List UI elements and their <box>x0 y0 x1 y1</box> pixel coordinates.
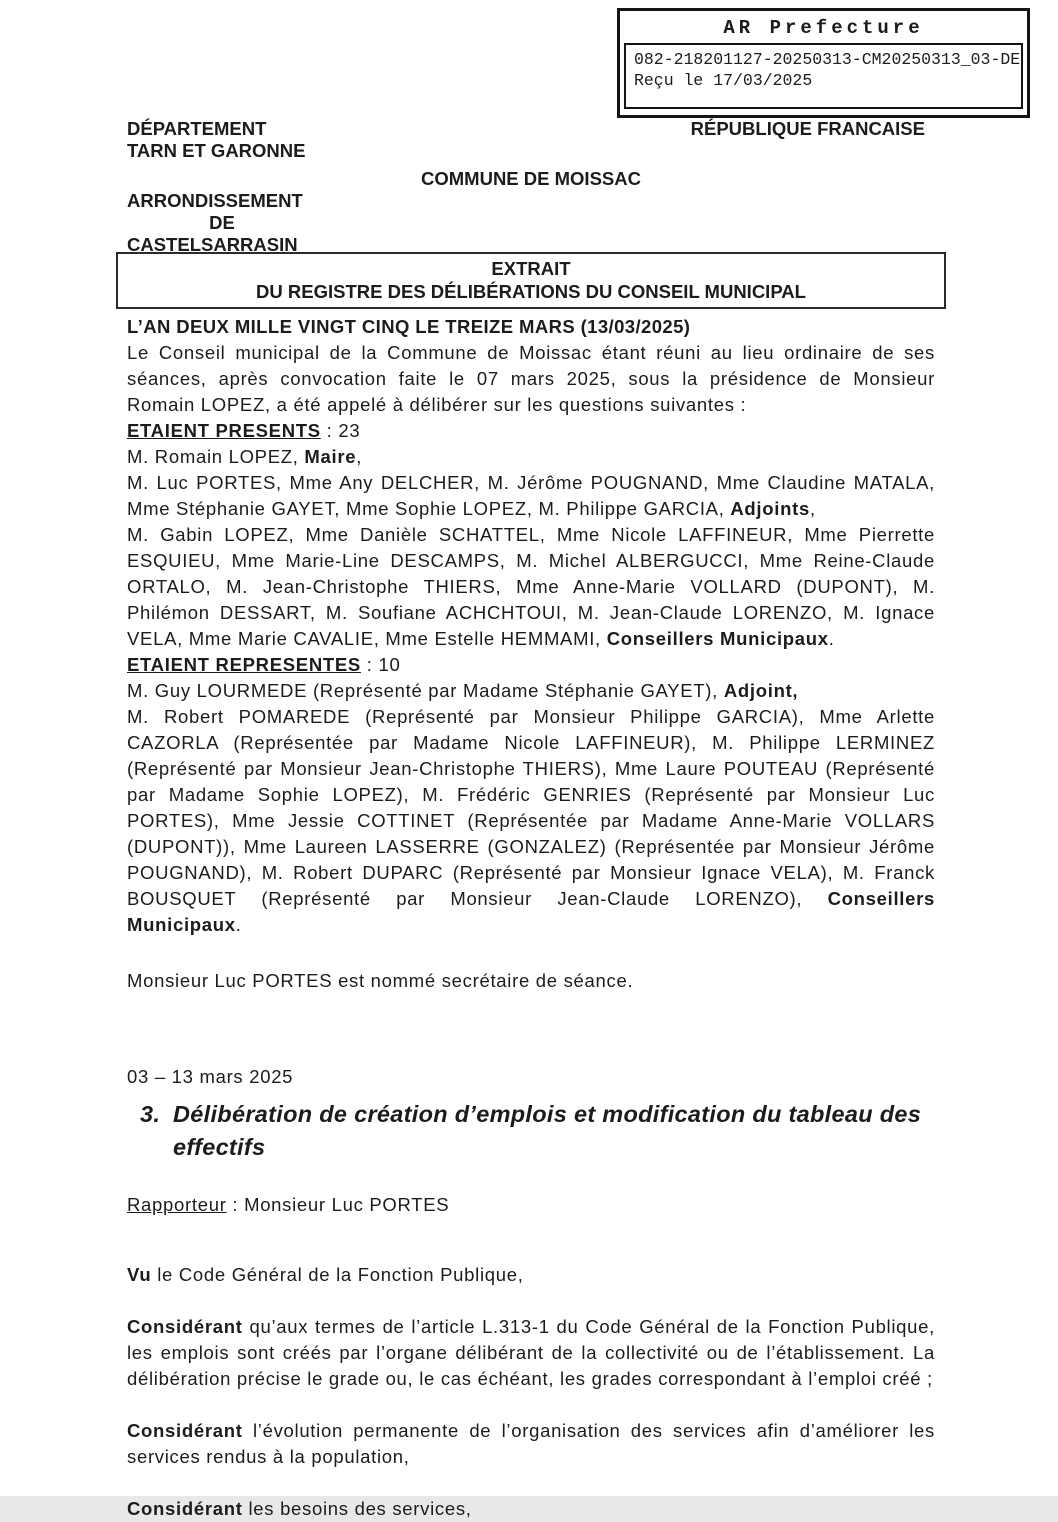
stamp-received-date: Reçu le 17/03/2025 <box>634 71 813 90</box>
arrondissement-line2: DE <box>209 212 235 233</box>
extrait-title-line1: EXTRAIT <box>491 258 571 279</box>
represented-heading: ETAIENT REPRESENTES : 10 <box>127 654 401 675</box>
represented-group-conseillers: M. Robert POMAREDE (Représenté par Monsieur Philippe GARCIA), Mme Arlette CAZORLA (Représentée par Madame Nicole LAFFINEUR), M. Philippe LERMINEZ (Représenté par Monsieur Jean-Christophe THIERS), Mme Laure POUTEAU (Représenté par Madame Sophie LOPEZ), M. Frédéric GENRIES (Représenté par Monsieur Luc PORTES), Mme Jessie COTTINET (Représentée par Madame Anne-Marie VOLLARS (DUPONT)), Mme Laureen LASSERRE (GONZALEZ) (Représentée par Monsieur Jérôme POUGNAND), M. Robert DUPARC (Représenté par Monsieur Ignace VELA), M. Franck BOUSQUET (Représenté par Monsieur Jean-Claude LORENZO), Conseillers Municipaux. <box>127 706 935 935</box>
session-date-line: L’AN DEUX MILLE VINGT CINQ LE TREIZE MARS (13/03/2025) <box>127 316 691 337</box>
presents-heading: ETAIENT PRESENTS : 23 <box>127 420 361 441</box>
session-intro: Le Conseil municipal de la Commune de Moissac étant réuni au lieu ordinaire de ses séances, après convocation faite le 07 mars 2025, sous la présidence de Monsieur Romain LOPEZ, a été appelé à délibérer sur les questions suivantes : <box>127 342 935 415</box>
considerant-paragraph-2: Considérant l’évolution permanente de l’organisation des services afin d’améliorer les services rendus à la population, <box>127 1420 935 1467</box>
department-block <box>127 118 306 162</box>
presents-group-adjoints: M. Luc PORTES, Mme Any DELCHER, M. Jérôme POUGNAND, Mme Claudine MATALA, Mme Stéphanie GAYET, Mme Sophie LOPEZ, M. Philippe GARCIA, Adjoints, <box>127 472 935 519</box>
department-line1: DÉPARTEMENT <box>127 118 267 139</box>
stamp-code: 082-218201127-20250313-CM20250313_03-DE <box>634 50 1021 69</box>
letterhead <box>127 118 935 255</box>
commune-label: COMMUNE DE MOISSAC <box>421 168 641 189</box>
represented-group-adjoint: M. Guy LOURMEDE (Représenté par Madame Stéphanie GAYET), Adjoint, <box>127 680 799 701</box>
vu-paragraph: Vu le Code Général de la Fonction Publique, <box>127 1264 524 1285</box>
presents-group-maire: M. Romain LOPEZ, Maire, <box>127 446 363 467</box>
department-line2: TARN ET GARONNE <box>127 140 306 161</box>
considerant-paragraph-1: Considérant qu’aux termes de l’article L.313-1 du Code Général de la Fonction Publique, les emplois sont créés par l’organe délibérant de la collectivité ou de l’établissement. La délibération précise le grade ou, le cas échéant, les grades correspondant à l’emploi créé ; <box>127 1316 935 1389</box>
deliberation-heading <box>127 1098 935 1164</box>
arrondissement-line1: ARRONDISSEMENT <box>127 190 303 211</box>
prefecture-stamp <box>617 8 1030 118</box>
extrait-title-line2: DU REGISTRE DES DÉLIBÉRATIONS DU CONSEIL MUNICIPAL <box>256 281 806 302</box>
document-content <box>127 118 935 1522</box>
extrait-title-box <box>116 252 946 309</box>
item-reference: 03 – 13 mars 2025 <box>127 1066 294 1087</box>
deliberation-title: Délibération de création d’emplois et modification du tableau des effectifs <box>173 1101 922 1160</box>
considerant-paragraph-3: Considérant les besoins des services, <box>127 1498 472 1519</box>
presents-group-conseillers: M. Gabin LOPEZ, Mme Danièle SCHATTEL, Mme Nicole LAFFINEUR, Mme Pierrette ESQUIEU, Mme Marie-Line DESCAMPS, M. Michel ALBERGUCCI, Mme Reine-Claude ORTALO, M. Jean-Christophe THIERS, Mme Anne-Marie VOLLARD (DUPONT), M. Philémon DESSART, M. Soufiane ACHCHTOUI, M. Jean-Claude LORENZO, M. Ignace VELA, Mme Marie CAVALIE, Mme Estelle HEMMAMI, Conseillers Municipaux. <box>127 524 935 649</box>
stamp-inner-box <box>624 43 1023 109</box>
secretary-line: Monsieur Luc PORTES est nommé secrétaire de séance. <box>127 970 634 991</box>
arrondissement-block <box>127 190 317 256</box>
arrondissement-line3: CASTELSARRASIN <box>127 234 298 255</box>
stamp-title: AR Prefecture <box>723 17 924 39</box>
republic-label: RÉPUBLIQUE FRANCAISE <box>690 118 925 139</box>
deliberation-number: 3. <box>140 1101 161 1127</box>
rapporteur-line: Rapporteur : Monsieur Luc PORTES <box>127 1194 450 1215</box>
